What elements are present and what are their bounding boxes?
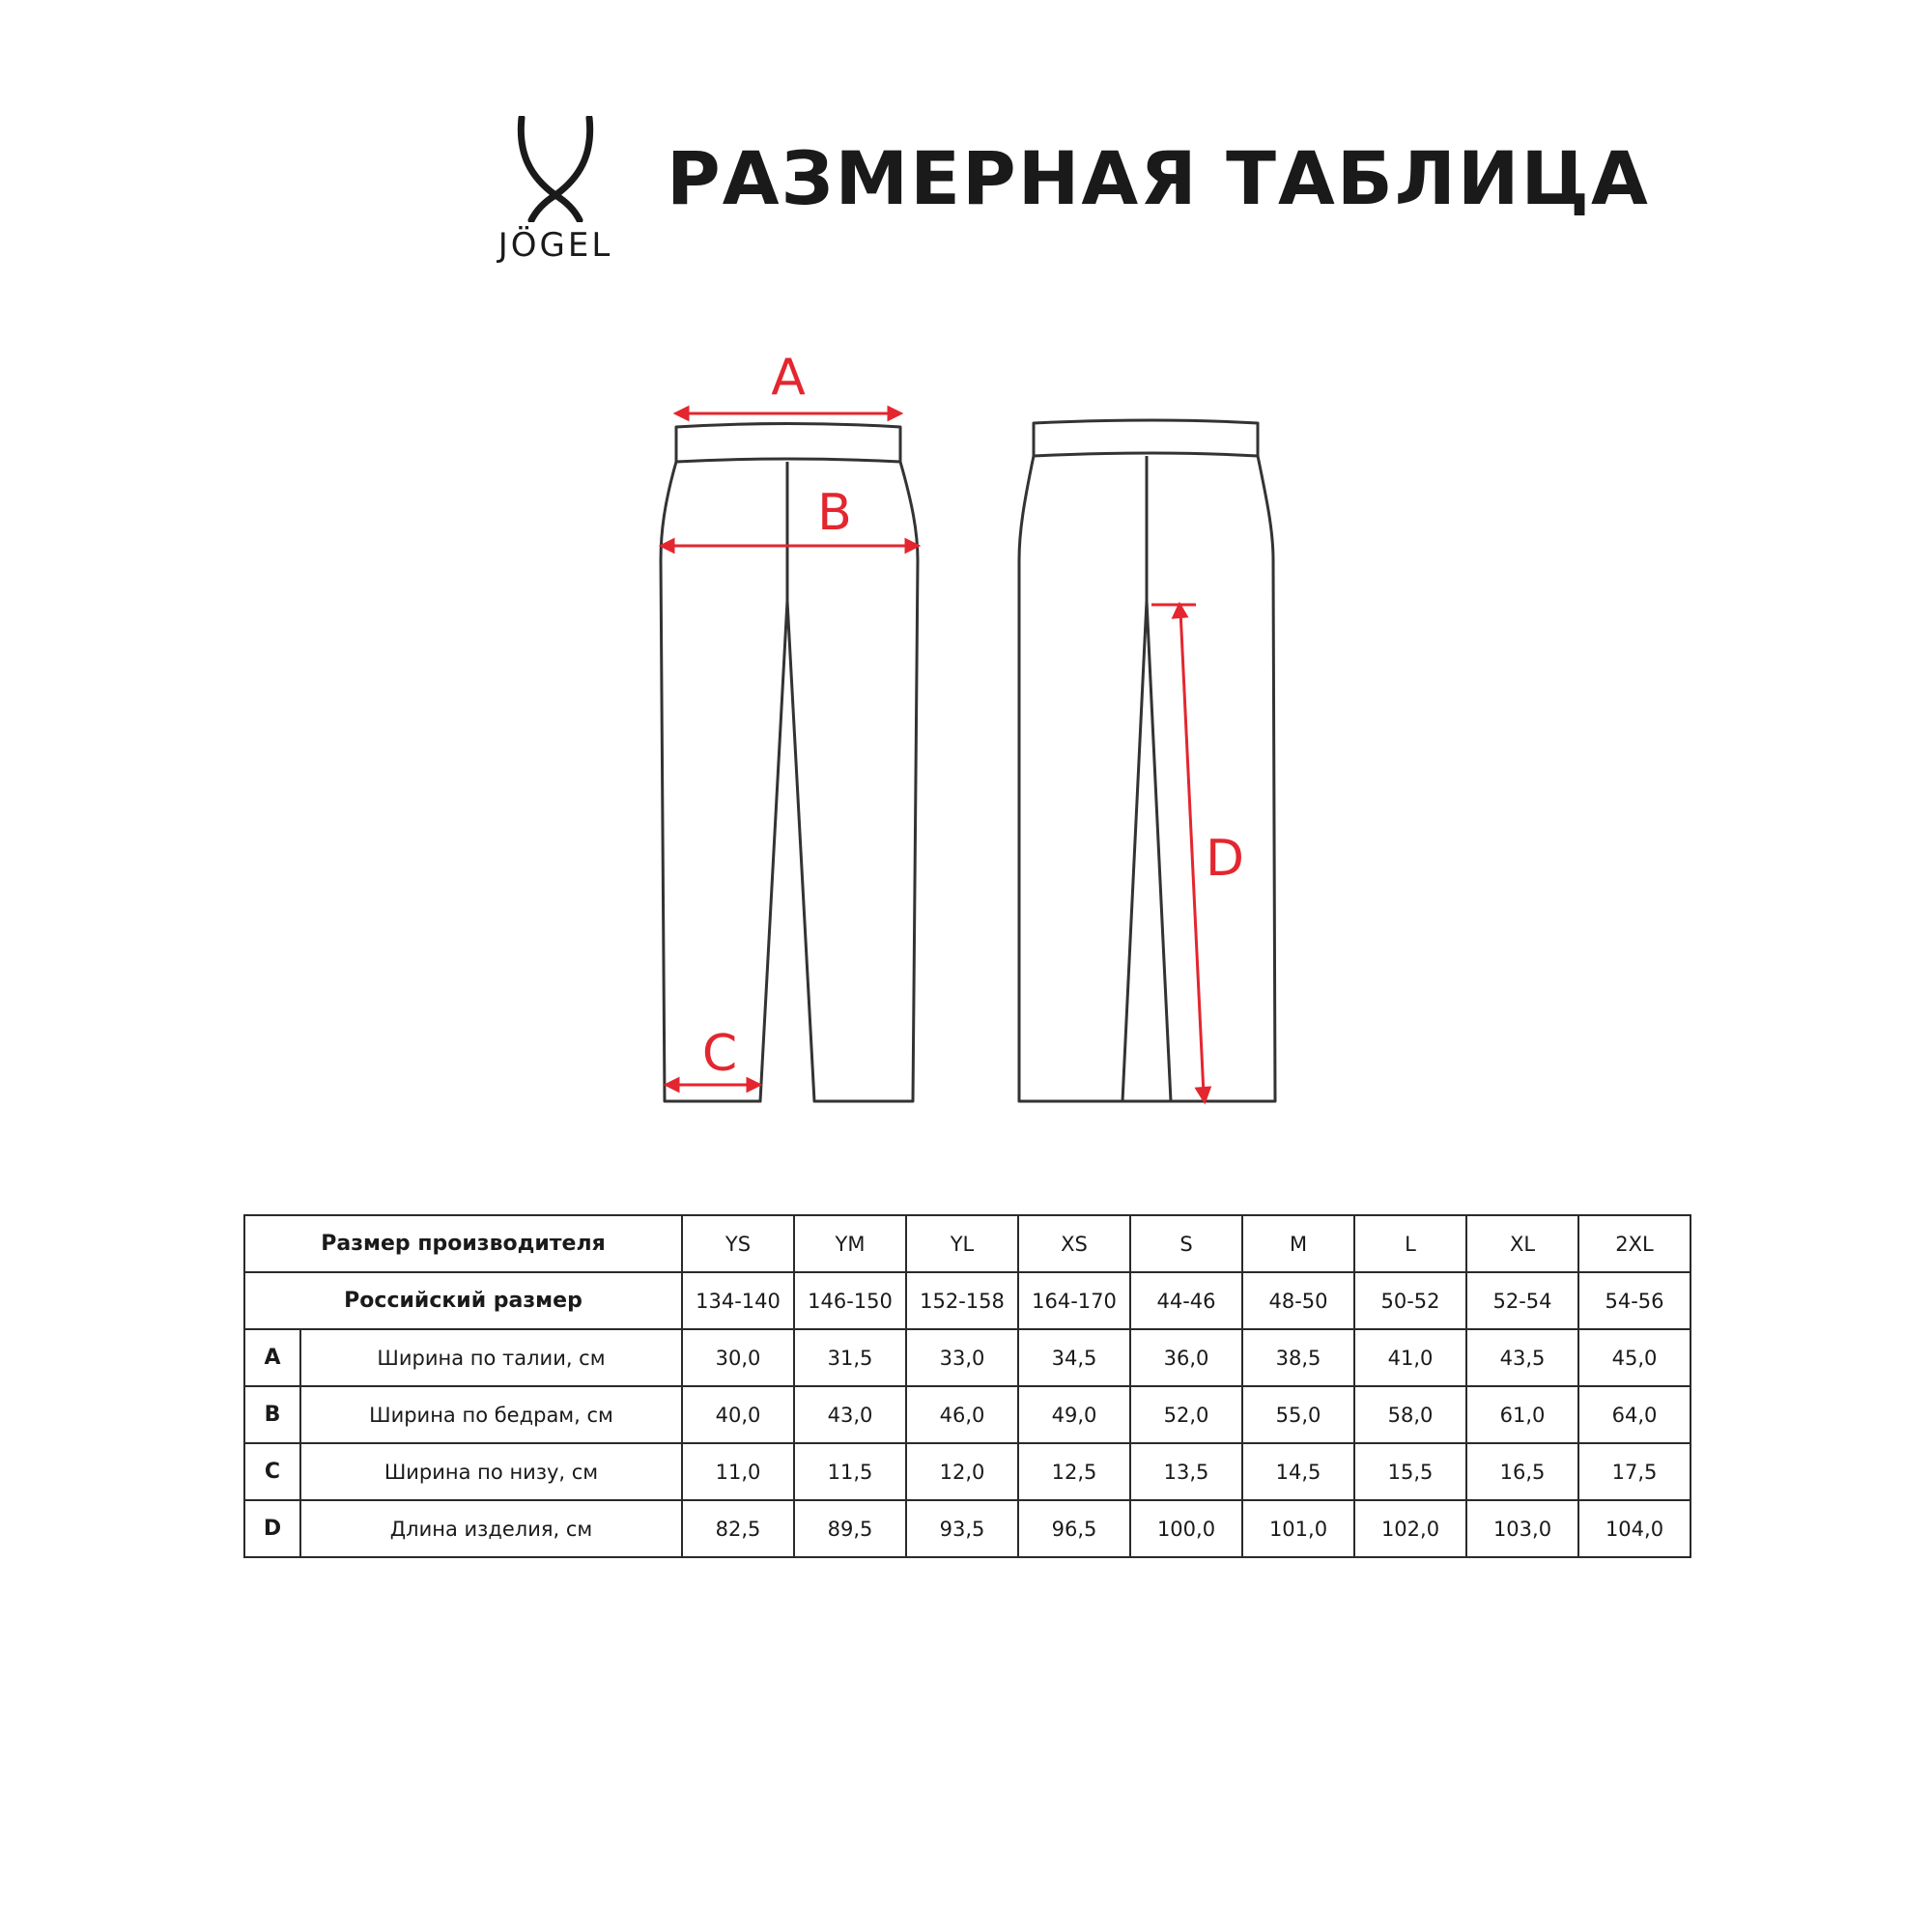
value-cell: 101,0 <box>1242 1500 1354 1557</box>
value-cell: 12,5 <box>1018 1443 1130 1500</box>
arrowhead-b-left <box>662 540 673 552</box>
russian-size-cell: 152-158 <box>906 1272 1018 1329</box>
value-cell: 55,0 <box>1242 1386 1354 1443</box>
row-code: A <box>244 1329 300 1386</box>
waistband-back <box>1034 420 1258 456</box>
row-label: Ширина по талии, см <box>300 1329 682 1386</box>
manufacturer-size-label: Размер производителя <box>244 1215 682 1272</box>
manufacturer-size-cell: YS <box>682 1215 794 1272</box>
russian-size-cell: 134-140 <box>682 1272 794 1329</box>
row-code: B <box>244 1386 300 1443</box>
measure-line-d <box>1180 611 1204 1094</box>
value-cell: 89,5 <box>794 1500 906 1557</box>
russian-size-cell: 44-46 <box>1130 1272 1242 1329</box>
value-cell: 33,0 <box>906 1329 1018 1386</box>
value-cell: 15,5 <box>1354 1443 1466 1500</box>
measure-label-c: C <box>701 1025 738 1083</box>
pants-front-outline <box>661 462 918 1101</box>
measure-label-a: A <box>771 349 806 407</box>
russian-size-cell: 146-150 <box>794 1272 906 1329</box>
value-cell: 96,5 <box>1018 1500 1130 1557</box>
value-cell: 43,0 <box>794 1386 906 1443</box>
row-manufacturer-size <box>244 1215 1690 1272</box>
waistband-front <box>676 424 900 463</box>
value-cell: 38,5 <box>1242 1329 1354 1386</box>
manufacturer-size-cell: XS <box>1018 1215 1130 1272</box>
manufacturer-size-cell: L <box>1354 1215 1466 1272</box>
row-russian-size <box>244 1272 1690 1329</box>
value-cell: 41,0 <box>1354 1329 1466 1386</box>
row-label: Ширина по низу, см <box>300 1443 682 1500</box>
manufacturer-size-cell: 2XL <box>1578 1215 1690 1272</box>
arrowhead-a-left <box>676 408 688 419</box>
size-table <box>243 1214 1691 1558</box>
row-hip-width <box>244 1386 1690 1443</box>
value-cell: 16,5 <box>1466 1443 1578 1500</box>
value-cell: 64,0 <box>1578 1386 1690 1443</box>
value-cell: 45,0 <box>1578 1329 1690 1386</box>
value-cell: 14,5 <box>1242 1443 1354 1500</box>
arrowhead-d-top <box>1174 605 1186 617</box>
value-cell: 13,5 <box>1130 1443 1242 1500</box>
row-label: Ширина по бедрам, см <box>300 1386 682 1443</box>
value-cell: 40,0 <box>682 1386 794 1443</box>
value-cell: 61,0 <box>1466 1386 1578 1443</box>
page-title: РАЗМЕРНАЯ ТАБЛИЦА <box>667 135 1650 221</box>
value-cell: 43,5 <box>1466 1329 1578 1386</box>
russian-size-cell: 52-54 <box>1466 1272 1578 1329</box>
arrowhead-c-right <box>748 1079 759 1091</box>
row-code: D <box>244 1500 300 1557</box>
manufacturer-size-cell: YM <box>794 1215 906 1272</box>
russian-size-cell: 164-170 <box>1018 1272 1130 1329</box>
value-cell: 31,5 <box>794 1329 906 1386</box>
arrowhead-a-right <box>889 408 900 419</box>
manufacturer-size-cell: S <box>1130 1215 1242 1272</box>
row-waist-width <box>244 1329 1690 1386</box>
value-cell: 52,0 <box>1130 1386 1242 1443</box>
value-cell: 102,0 <box>1354 1500 1466 1557</box>
russian-size-label: Российский размер <box>244 1272 682 1329</box>
russian-size-cell: 54-56 <box>1578 1272 1690 1329</box>
value-cell: 11,0 <box>682 1443 794 1500</box>
brand-name: JÖGEL <box>497 226 613 265</box>
manufacturer-size-cell: YL <box>906 1215 1018 1272</box>
pants-front-view <box>661 424 918 1102</box>
row-label: Длина изделия, см <box>300 1500 682 1557</box>
arrowhead-d-bottom <box>1197 1088 1209 1101</box>
value-cell: 46,0 <box>906 1386 1018 1443</box>
russian-size-cell: 50-52 <box>1354 1272 1466 1329</box>
russian-size-cell: 48-50 <box>1242 1272 1354 1329</box>
pants-back-view <box>1019 420 1275 1101</box>
value-cell: 17,5 <box>1578 1443 1690 1500</box>
value-cell: 12,0 <box>906 1443 1018 1500</box>
arrowhead-c-left <box>667 1079 678 1091</box>
manufacturer-size-cell: M <box>1242 1215 1354 1272</box>
value-cell: 82,5 <box>682 1500 794 1557</box>
value-cell: 11,5 <box>794 1443 906 1500</box>
value-cell: 36,0 <box>1130 1329 1242 1386</box>
value-cell: 58,0 <box>1354 1386 1466 1443</box>
value-cell: 49,0 <box>1018 1386 1130 1443</box>
measure-label-b: B <box>817 484 852 542</box>
row-code: C <box>244 1443 300 1500</box>
value-cell: 100,0 <box>1130 1500 1242 1557</box>
row-bottom-width <box>244 1443 1690 1500</box>
value-cell: 34,5 <box>1018 1329 1130 1386</box>
measure-label-d: D <box>1205 830 1245 888</box>
value-cell: 93,5 <box>906 1500 1018 1557</box>
value-cell: 103,0 <box>1466 1500 1578 1557</box>
manufacturer-size-cell: XL <box>1466 1215 1578 1272</box>
row-product-length <box>244 1500 1690 1557</box>
value-cell: 104,0 <box>1578 1500 1690 1557</box>
value-cell: 30,0 <box>682 1329 794 1386</box>
